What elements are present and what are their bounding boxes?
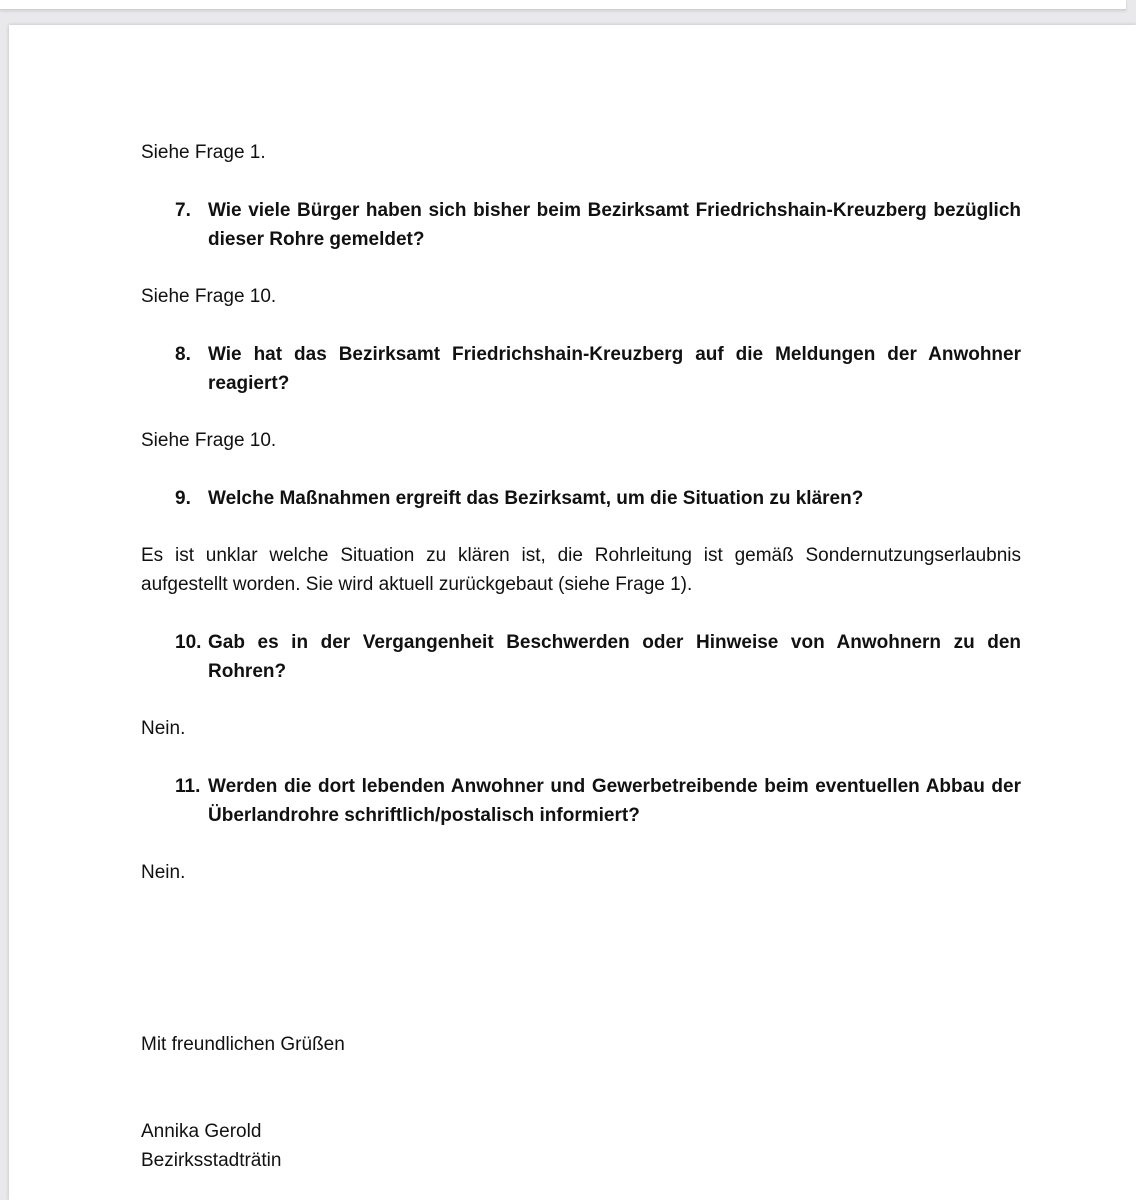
- signer-name: Annika Gerold: [141, 1121, 262, 1142]
- previous-page-edge: [0, 0, 1126, 10]
- answer-text: Siehe Frage 10.: [141, 430, 277, 451]
- question-9: [141, 484, 1021, 513]
- question-7: [141, 196, 1021, 254]
- answer-text: Es ist unklar welche Situation zu klären ist, die Rohrleitung ist gemäß Sondernutzungserlaubnis aufgestellt worden. Sie wird aktuell zurückgebaut (siehe Frage 1).: [141, 545, 1021, 595]
- question-text: Wie hat das Bezirksamt Friedrichshain-Kreuzberg auf die Meldungen der Anwohner reagiert?: [208, 344, 1021, 394]
- question-text: Gab es in der Vergangenheit Beschwerden oder Hinweise von Anwohnern zu den Rohren?: [208, 632, 1021, 682]
- answer-text: Siehe Frage 10.: [141, 286, 277, 307]
- answer-text: Nein.: [141, 718, 186, 739]
- question-number: 8.: [175, 344, 191, 365]
- document-body: [141, 138, 1021, 1175]
- question-number: 11.: [175, 776, 201, 797]
- question-number: 10.: [175, 632, 202, 653]
- question-number: 9.: [175, 488, 191, 509]
- answer-text: Siehe Frage 1.: [141, 142, 266, 163]
- question-text: Welche Maßnahmen ergreift das Bezirksamt, um die Situation zu klären?: [208, 488, 864, 509]
- question-8: [141, 340, 1021, 398]
- question-text: Wie viele Bürger haben sich bisher beim Bezirksamt Friedrichshain-Kreuzberg bezüglich dieser Rohre gemeldet?: [208, 200, 1021, 250]
- closing-greeting: Mit freundlichen Grüßen: [141, 1034, 345, 1055]
- question-10: [141, 628, 1021, 686]
- question-11: [141, 772, 1021, 830]
- signer-title: Bezirksstadträtin: [141, 1150, 282, 1171]
- answer-text: Nein.: [141, 862, 186, 883]
- question-text: Werden die dort lebenden Anwohner und Gewerbetreibende beim eventuellen Abbau der Überlandrohre schriftlich/postalisch informiert?: [208, 776, 1021, 826]
- question-number: 7.: [175, 200, 191, 221]
- document-page: [9, 25, 1136, 1200]
